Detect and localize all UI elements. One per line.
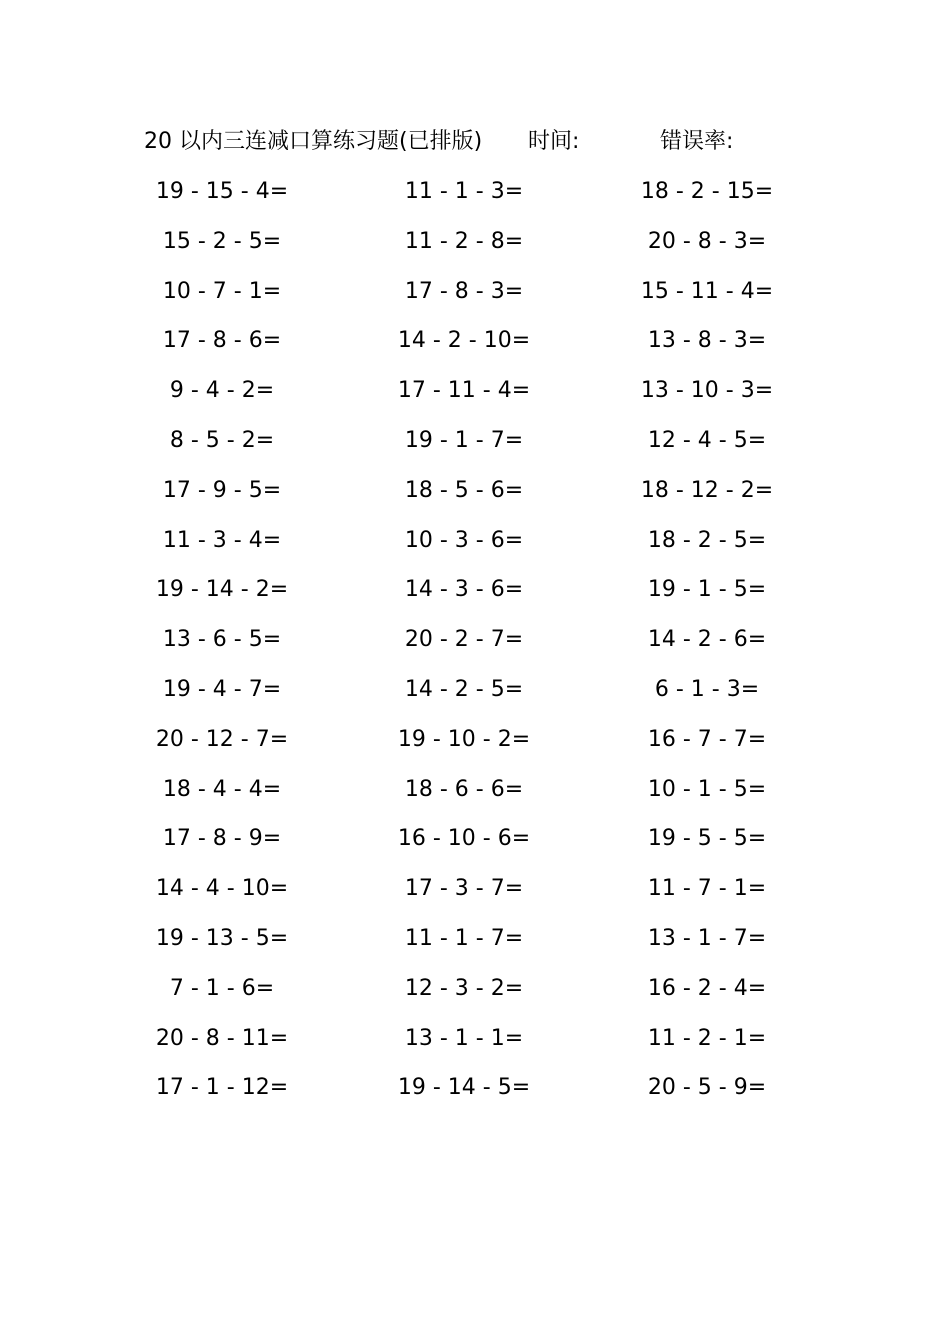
math-problem: 17 - 8 - 9= (162, 826, 282, 852)
math-problem: 11 - 2 - 8= (404, 228, 524, 254)
math-problem: 19 - 14 - 5= (397, 1075, 531, 1101)
math-problem: 14 - 2 - 5= (404, 676, 524, 702)
math-problem: 8 - 5 - 2= (169, 427, 275, 453)
math-problem: 12 - 3 - 2= (404, 975, 524, 1001)
math-problem: 19 - 1 - 7= (404, 427, 524, 453)
math-problem: 11 - 2 - 1= (647, 1025, 767, 1051)
math-problem: 19 - 14 - 2= (155, 577, 289, 603)
math-problem: 15 - 11 - 4= (640, 278, 774, 304)
math-problem: 17 - 8 - 6= (162, 328, 282, 354)
math-problem: 18 - 6 - 6= (404, 776, 524, 802)
math-problem: 11 - 1 - 3= (404, 179, 524, 204)
math-problem: 18 - 12 - 2= (640, 477, 774, 503)
problem-column-2 (369, 172, 559, 1118)
math-problem: 19 - 4 - 7= (162, 676, 282, 702)
math-problem: 17 - 1 - 12= (155, 1075, 289, 1101)
math-problem: 18 - 5 - 6= (404, 477, 524, 503)
math-problem: 16 - 2 - 4= (647, 975, 767, 1001)
problem-column-3 (612, 172, 802, 1118)
math-problem: 10 - 7 - 1= (162, 278, 282, 304)
math-problem: 17 - 9 - 5= (162, 477, 282, 503)
worksheet-title: 20 以内三连减口算练习题(已排版) (144, 129, 483, 154)
math-problem: 13 - 8 - 3= (647, 328, 767, 354)
math-problem: 14 - 2 - 10= (397, 328, 531, 354)
math-problem: 19 - 13 - 5= (155, 925, 289, 951)
math-problem: 16 - 7 - 7= (647, 726, 767, 752)
math-problem: 13 - 10 - 3= (640, 378, 774, 404)
math-problem: 13 - 1 - 7= (647, 925, 767, 951)
problem-column-1 (127, 172, 317, 1118)
math-problem: 14 - 4 - 10= (155, 876, 289, 902)
math-problem: 19 - 5 - 5= (647, 826, 767, 852)
math-problem: 18 - 2 - 5= (647, 527, 767, 553)
math-problem: 19 - 10 - 2= (397, 726, 531, 752)
math-problem: 6 - 1 - 3= (654, 676, 760, 702)
math-problem: 17 - 11 - 4= (397, 378, 531, 404)
math-problem: 12 - 4 - 5= (647, 427, 767, 453)
math-problem: 13 - 6 - 5= (162, 627, 282, 653)
math-problem: 7 - 1 - 6= (169, 975, 275, 1001)
math-problem: 15 - 2 - 5= (162, 228, 282, 254)
math-problem: 14 - 2 - 6= (647, 627, 767, 653)
math-problem: 10 - 3 - 6= (404, 527, 524, 553)
math-problem: 20 - 8 - 11= (155, 1025, 289, 1051)
math-problem: 20 - 12 - 7= (155, 726, 289, 752)
math-problem: 19 - 15 - 4= (155, 179, 289, 204)
math-problem: 20 - 8 - 3= (647, 228, 767, 254)
math-problem: 17 - 8 - 3= (404, 278, 524, 304)
math-problem: 20 - 5 - 9= (647, 1075, 767, 1101)
math-problem: 20 - 2 - 7= (404, 627, 524, 653)
math-problem: 18 - 2 - 15= (640, 179, 774, 204)
math-problem: 17 - 3 - 7= (404, 876, 524, 902)
math-problem: 11 - 7 - 1= (647, 876, 767, 902)
time-label: 时间: (528, 129, 580, 154)
math-problem: 10 - 1 - 5= (647, 776, 767, 802)
math-problem: 19 - 1 - 5= (647, 577, 767, 603)
math-problem: 18 - 4 - 4= (162, 776, 282, 802)
math-problem: 9 - 4 - 2= (169, 378, 275, 404)
math-problem: 13 - 1 - 1= (404, 1025, 524, 1051)
math-problem: 11 - 3 - 4= (162, 527, 282, 553)
math-problem: 11 - 1 - 7= (404, 925, 524, 951)
error-rate-label: 错误率: (660, 129, 734, 154)
math-problem: 16 - 10 - 6= (397, 826, 531, 852)
worksheet-header (144, 124, 784, 160)
math-problem: 14 - 3 - 6= (404, 577, 524, 603)
